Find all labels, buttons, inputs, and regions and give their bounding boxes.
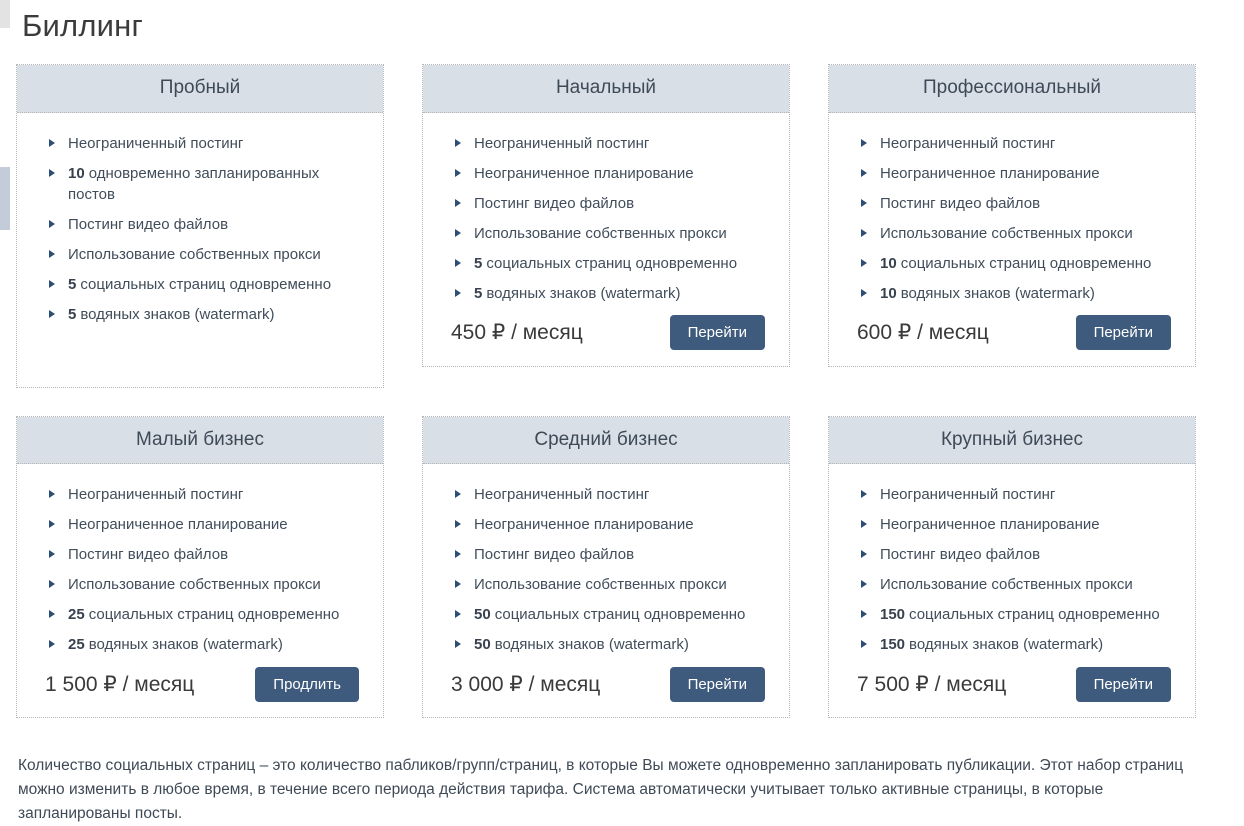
plan-feature-label: социальных страниц одновременно [909,606,1160,624]
plan-feature-value: 10 [880,254,897,272]
bullet-triangle-icon [455,490,461,498]
plan-feature-item [455,634,765,655]
bullet-triangle-icon [49,520,55,528]
plan-card [828,64,1196,367]
bullet-triangle-icon [861,550,867,558]
bullet-triangle-icon [861,490,867,498]
plan-feature-item [49,634,359,655]
bullet-triangle-icon [455,139,461,147]
plan-feature-text [474,163,694,184]
plan-feature-label: одновременно запланированных постов [68,164,320,203]
bullet-triangle-icon [861,580,867,588]
plan-feature-label: социальных страниц одновременно [900,254,1152,272]
plan-feature-text [880,634,1103,655]
plan-price-row [447,665,765,705]
bullet-triangle-icon [861,139,867,147]
bullet-triangle-icon [455,169,461,177]
plan-price-row [853,665,1171,705]
plan-feature-label: Неограниченный постинг [68,486,244,504]
plan-card [422,64,790,367]
plan-card-header [17,417,383,465]
plan-price-row [41,665,359,705]
plan-feature-item [49,544,359,565]
plan-feature-label: водяных знаков (watermark) [909,636,1104,654]
plan-feature-item [49,274,359,295]
plan-feature-text [474,283,680,304]
plan-card-header [17,65,383,113]
plan-feature-label: Использование собственных прокси [880,224,1133,242]
plan-feature-list [41,133,359,325]
plan-feature-item [49,133,359,154]
plan-action-button[interactable]: Перейти [1076,315,1171,350]
plan-feature-text [880,544,1040,565]
plan-feature-label: водяных знаков (watermark) [486,284,681,302]
plan-feature-label: Постинг видео файлов [880,194,1041,212]
plan-feature-value: 150 [880,636,906,654]
plan-feature-text [68,304,274,325]
plan-feature-item [861,223,1171,244]
bullet-triangle-icon [861,229,867,237]
plan-feature-item [861,634,1171,655]
plan-price: 1 500 ₽ / месяц [45,672,195,696]
bullet-triangle-icon [455,259,461,267]
plan-feature-item [455,283,765,304]
plans-footnote: Количество социальных страниц – это количество пабликов/групп/страниц, в которые Вы можете одновременно запланировать публикации. Этот набор страниц можно изменить в любое время, в течение всего периода действия тарифа. Система автоматически учитывает только активные страницы, в которые запланированы посты. [18,757,1184,823]
plan-price: 450 ₽ / месяц [451,321,583,345]
plan-feature-text [880,283,1095,304]
plan-feature-label: Использование собственных прокси [68,245,321,263]
plan-feature-label: водяных знаков (watermark) [494,636,689,654]
plan-name: Средний бизнес [534,428,678,450]
bullet-triangle-icon [861,289,867,297]
plan-action-button[interactable]: Перейти [670,667,765,702]
bullet-triangle-icon [49,550,55,558]
plan-feature-value: 5 [68,305,77,323]
plan-action-button[interactable]: Перейти [670,315,765,350]
bullet-triangle-icon [455,640,461,648]
bullet-triangle-icon [861,640,867,648]
plan-feature-item [455,253,765,274]
plan-feature-text [68,604,339,625]
plan-feature-label: социальных страниц одновременно [80,275,332,293]
bullet-triangle-icon [455,229,461,237]
plan-feature-text [880,574,1133,595]
plan-feature-text [68,163,359,205]
plan-feature-item [861,253,1171,274]
plan-feature-label: водяных знаков (watermark) [88,636,283,654]
plan-feature-item [49,514,359,535]
plan-feature-item [49,304,359,325]
plan-feature-text [68,133,243,154]
plan-feature-item [861,574,1171,595]
bullet-triangle-icon [49,640,55,648]
plan-feature-list [853,133,1171,304]
bullet-triangle-icon [455,610,461,618]
plan-feature-label: Использование собственных прокси [474,576,727,594]
bullet-triangle-icon [49,580,55,588]
plan-feature-text [68,214,228,235]
plan-card-body [17,464,383,717]
plan-feature-label: Использование собственных прокси [474,224,727,242]
plan-feature-text [880,253,1151,274]
bullet-triangle-icon [49,220,55,228]
plan-feature-label: Неограниченный постинг [474,134,650,152]
plan-feature-text [474,133,649,154]
plan-price: 7 500 ₽ / месяц [857,672,1007,696]
plan-feature-text [68,574,321,595]
left-edge-fragment-top [0,0,10,28]
plan-feature-value: 50 [474,636,491,654]
plan-feature-text [474,253,737,274]
plan-feature-text [474,484,649,505]
plan-feature-list [447,133,765,304]
plan-feature-text [880,163,1100,184]
plan-feature-label: Неограниченное планирование [880,164,1100,182]
plan-feature-label: Использование собственных прокси [880,576,1133,594]
bullet-triangle-icon [861,520,867,528]
plan-feature-text [474,574,727,595]
plan-feature-label: водяных знаков (watermark) [900,284,1095,302]
plan-card-header [829,65,1195,113]
plan-feature-item [455,163,765,184]
plan-feature-item [861,283,1171,304]
plan-feature-label: Постинг видео файлов [68,546,229,564]
page-title: Биллинг [22,8,143,43]
plan-card-body [17,113,383,387]
plan-feature-item [861,133,1171,154]
plan-feature-label: Неограниченный постинг [474,486,650,504]
plan-feature-item [861,163,1171,184]
plan-feature-text [68,514,288,535]
plan-feature-value: 10 [68,164,85,182]
plan-price-row [447,314,765,354]
plan-feature-value: 25 [68,606,85,624]
plan-feature-text [474,604,745,625]
plan-feature-value: 50 [474,606,491,624]
left-edge-fragment-scroll [0,167,10,230]
plan-name: Профессиональный [923,77,1101,98]
plan-feature-item [49,574,359,595]
plan-feature-label: Неограниченный постинг [68,134,244,152]
plan-feature-label: социальных страниц одновременно [494,606,746,624]
plan-card-body [829,464,1195,717]
plan-feature-label: Неограниченное планирование [474,516,694,534]
plan-card [828,416,1196,719]
plan-feature-label: водяных знаков (watermark) [80,305,275,323]
plan-feature-text [880,514,1100,535]
plan-feature-label: Неограниченное планирование [880,516,1100,534]
bullet-triangle-icon [455,580,461,588]
plan-feature-item [861,544,1171,565]
bullet-triangle-icon [49,310,55,318]
plan-feature-text [68,634,283,655]
plan-feature-label: Постинг видео файлов [68,215,229,233]
plan-card [16,64,384,388]
plans-grid [16,64,1196,718]
bullet-triangle-icon [49,490,55,498]
plan-feature-item [455,484,765,505]
plan-feature-text [880,133,1055,154]
bullet-triangle-icon [49,250,55,258]
bullet-triangle-icon [455,520,461,528]
plan-feature-item [455,223,765,244]
plan-feature-text [68,544,228,565]
plan-feature-text [474,544,634,565]
plan-card-body [423,113,789,366]
plan-feature-item [49,604,359,625]
plan-card [422,416,790,719]
plan-feature-label: Использование собственных прокси [68,576,321,594]
plan-card-body [829,113,1195,366]
bullet-triangle-icon [49,169,55,177]
plan-feature-text [474,514,694,535]
bullet-triangle-icon [861,610,867,618]
plan-name: Пробный [159,77,241,98]
plan-feature-text [474,193,634,214]
plan-feature-item [861,604,1171,625]
plan-feature-item [861,484,1171,505]
plan-feature-value: 5 [474,284,483,302]
plan-feature-value: 5 [474,254,483,272]
plan-feature-item [861,193,1171,214]
plan-feature-list [447,484,765,655]
plan-feature-item [49,214,359,235]
plan-feature-item [455,193,765,214]
plan-price: 3 000 ₽ / месяц [451,672,601,696]
plan-feature-text [880,604,1160,625]
plan-feature-text [880,193,1040,214]
plan-action-button[interactable]: Перейти [1076,667,1171,702]
bullet-triangle-icon [49,139,55,147]
plan-name: Крупный бизнес [940,428,1084,450]
bullet-triangle-icon [49,610,55,618]
plan-feature-item [49,244,359,265]
plan-feature-list [41,484,359,655]
plan-feature-label: социальных страниц одновременно [486,254,738,272]
plan-feature-text [880,223,1133,244]
plan-card-header [423,417,789,465]
bullet-triangle-icon [455,199,461,207]
bullet-triangle-icon [861,199,867,207]
plan-feature-label: Неограниченное планирование [68,516,288,534]
bullet-triangle-icon [455,289,461,297]
plan-feature-label: Постинг видео файлов [474,194,635,212]
plan-feature-item [455,604,765,625]
plan-action-button[interactable]: Продлить [255,667,359,702]
plan-feature-list [853,484,1171,655]
plan-feature-label: Неограниченное планирование [474,164,694,182]
plan-feature-label: Постинг видео файлов [474,546,635,564]
plan-feature-item [861,514,1171,535]
plan-card [16,416,384,719]
plan-price-row [41,335,359,375]
plan-feature-item [455,544,765,565]
plan-feature-label: Постинг видео файлов [880,546,1041,564]
plan-feature-text [474,223,727,244]
plan-name: Малый бизнес [135,428,264,450]
plan-feature-label: Неограниченный постинг [880,134,1056,152]
plan-name: Начальный [555,77,657,98]
plan-feature-value: 25 [68,636,85,654]
plan-feature-text [880,484,1055,505]
plan-feature-item [49,484,359,505]
plan-card-header [423,65,789,113]
plan-card-header [829,417,1195,465]
bullet-triangle-icon [861,169,867,177]
plan-price-row [853,314,1171,354]
plan-feature-value: 5 [68,275,77,293]
bullet-triangle-icon [49,280,55,288]
plan-feature-item [455,514,765,535]
plan-feature-item [49,163,359,205]
plan-feature-text [68,484,243,505]
bullet-triangle-icon [455,550,461,558]
plan-card-body [423,464,789,717]
plan-feature-value: 150 [880,606,906,624]
plan-feature-label: социальных страниц одновременно [88,606,340,624]
plan-price: 600 ₽ / месяц [857,321,989,345]
plan-feature-text [474,634,689,655]
plan-feature-label: Неограниченный постинг [880,486,1056,504]
bullet-triangle-icon [861,259,867,267]
plan-feature-value: 10 [880,284,897,302]
plan-feature-text [68,274,331,295]
plan-feature-item [455,133,765,154]
plan-feature-item [455,574,765,595]
plan-feature-text [68,244,321,265]
